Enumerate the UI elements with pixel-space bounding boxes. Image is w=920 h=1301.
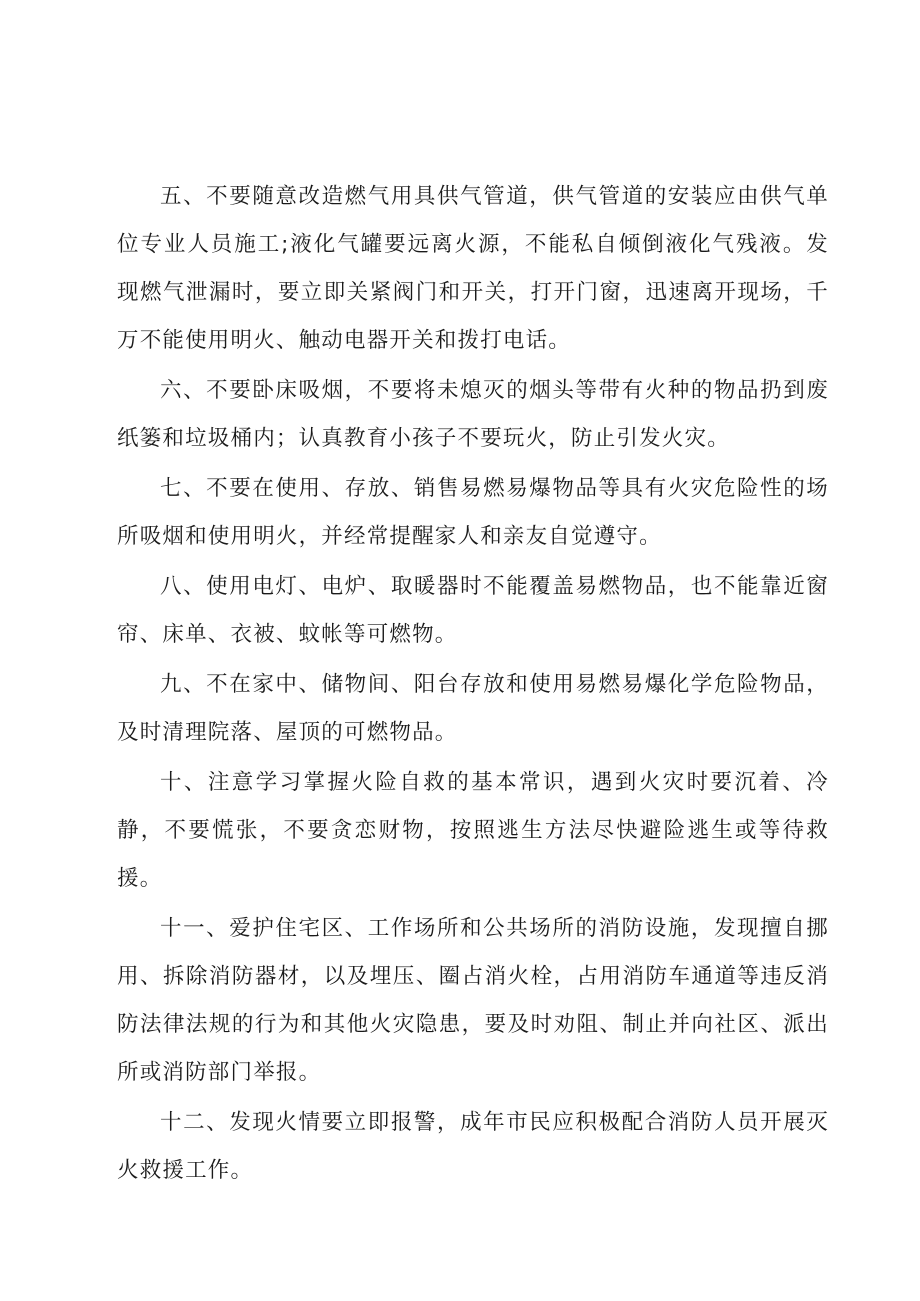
paragraph-11: 十一、爱护住宅区、工作场所和公共场所的消防设施，发现擅自挪用、拆除消防器材，以及埋压、圈占消火栓，占用消防车通道等违反消防法律法规的行为和其他火灾隐患，要及时劝阻、制止并向社区、派出所或消防部门举报。	[117, 916, 829, 1085]
paragraph-7: 七、不要在使用、存放、销售易燃易爆物品等具有火灾危险性的场所吸烟和使用明火，并经常提醒家人和亲友自觉遵守。	[117, 476, 829, 549]
paragraph-9: 九、不在家中、储物间、阳台存放和使用易燃易爆化学危险物品，及时清理院落、屋顶的可燃物品。	[117, 672, 829, 745]
paragraph-8: 八、使用电灯、电炉、取暖器时不能覆盖易燃物品，也不能靠近窗帘、床单、衣被、蚊帐等可燃物。	[117, 574, 829, 647]
paragraph-12: 十二、发现火情要立即报警，成年市民应积极配合消防人员开展灭火救援工作。	[117, 1110, 829, 1183]
document-body	[117, 173, 829, 1197]
paragraph-6: 六、不要卧床吸烟，不要将未熄灭的烟头等带有火种的物品扔到废纸篓和垃圾桶内；认真教育小孩子不要玩火，防止引发火灾。	[117, 378, 829, 451]
paragraph-10: 十、注意学习掌握火险自救的基本常识，遇到火灾时要沉着、冷静，不要慌张，不要贪恋财物，按照逃生方法尽快避险逃生或等待救援。	[117, 770, 829, 891]
paragraph-5: 五、不要随意改造燃气用具供气管道，供气管道的安装应由供气单位专业人员施工;液化气罐要远离火源，不能私自倾倒液化气残液。发现燃气泄漏时，要立即关紧阀门和开关，打开门窗，迅速离开现场，千万不能使用明火、触动电器开关和拨打电话。	[117, 184, 829, 353]
